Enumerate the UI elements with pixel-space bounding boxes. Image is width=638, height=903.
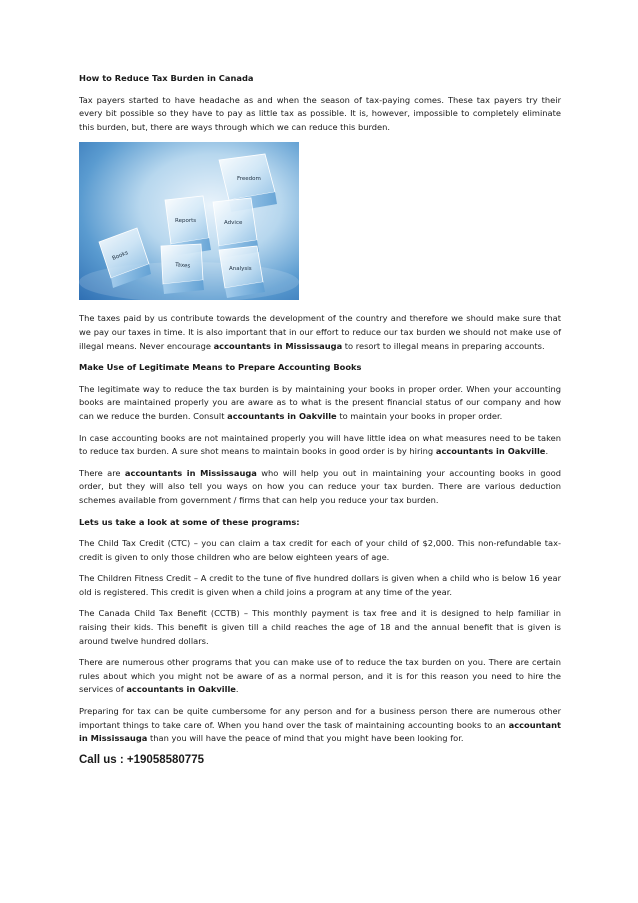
intro-paragraph: Tax payers started to have headache as and when the season of tax-paying comes. These tax payers try their every bit possible so they have to pay as little tax as possible. It is, however, impossible to completely eliminate this burden, but, there are ways through which we can reduce this burden.	[79, 94, 561, 132]
cube-label: Analysis	[229, 266, 252, 273]
paragraph-child-tax-credit: The Child Tax Credit (CTC) – you can claim a tax credit for each of your child of $2,000. This non-refundable tax-credit is given to only those children who are below eighteen years of age.	[79, 538, 561, 562]
link-accountants-oakville[interactable]: accountants in Oakville	[227, 410, 337, 421]
paragraph-1: The taxes paid by us contribute towards the development of the country and therefore we should make sure that we pay our taxes in time. It is also important that in our effort to reduce our tax burden we should not make use of illegal means. Never encourage accountants in Mississauga to resort to illegal means in preparing accounts.	[79, 313, 561, 351]
paragraph-8: There are numerous other programs that you can make use of to reduce the tax burden on you. There are certain rules about which you might not be aware of as a normal person, and it is for this reason you need to hire the services of accountants in Oakville.	[79, 657, 561, 695]
paragraph-children-fitness-credit: The Children Fitness Credit – A credit to the tune of five hundred dollars is given when a child who is below 16 year old is registered. This credit is given when a child joins a program at any time of the year.	[79, 573, 561, 597]
link-accountant-mississauga[interactable]: accountant in Mississauga	[79, 719, 561, 744]
paragraph-4: There are accountants in Mississauga who will help you out in maintaining your accounting books in good order, but they will also tell you ways on how you can reduce your tax burden. There are various deduction schemes available from government / firms that can help you reduce your tax burden.	[79, 467, 561, 505]
paragraph-2: The legitimate way to reduce the tax burden is by maintaining your books in proper order. When your accounting books are maintained properly you are aware as to what is the present financial status of our company and how can we reduce the burden. Consult accountants in Oakville to maintain your books in proper order.	[79, 383, 561, 421]
cube-label: Reports	[175, 218, 197, 225]
document-page	[79, 72, 561, 767]
paragraph-3: In case accounting books are not maintained properly you will have little idea on what measures need to be taken to reduce tax burden. A sure shot means to maintain books in good order is by hiring accountants in Oakville.	[79, 432, 561, 457]
cube-label: Advice	[224, 220, 243, 227]
paragraph-9: Preparing for tax can be quite cumbersome for any person and for a business person there are numerous other important things to take care of. When you hand over the task of maintaining accounting books to an accountant in Mississauga than you will have the peace of mind that you might have been looking for.	[79, 706, 561, 744]
page-title: How to Reduce Tax Burden in Canada	[79, 73, 254, 83]
link-accountants-mississauga[interactable]: accountants in Mississauga	[213, 340, 343, 351]
cube-label: Books	[111, 250, 130, 263]
cube-analysis	[219, 246, 265, 298]
section-heading-legitimate-means: Make Use of Legitimate Means to Prepare Accounting Books	[79, 362, 362, 373]
link-accountants-mississauga[interactable]: accountants in Mississauga	[124, 467, 257, 478]
section-heading-programs: Lets us take a look at some of these programs:	[79, 516, 300, 527]
call-us-phone: Call us : +19058580775	[79, 753, 204, 766]
cube-label: Taxes	[174, 262, 191, 270]
link-accountants-oakville[interactable]: accountants in Oakville	[126, 684, 236, 695]
cube-taxes	[161, 244, 204, 294]
cube-label: Freedom	[237, 176, 261, 183]
ice-cubes-image	[79, 142, 299, 300]
link-accountants-oakville[interactable]: accountants in Oakville	[435, 446, 546, 457]
paragraph-cctb: The Canada Child Tax Benefit (CCTB) – This monthly payment is tax free and it is designed to help familiar in raising their kids. This benefit is given till a child reaches the age of 18 and the annual benefit that is given is around twelve hundred dollars.	[79, 608, 561, 646]
